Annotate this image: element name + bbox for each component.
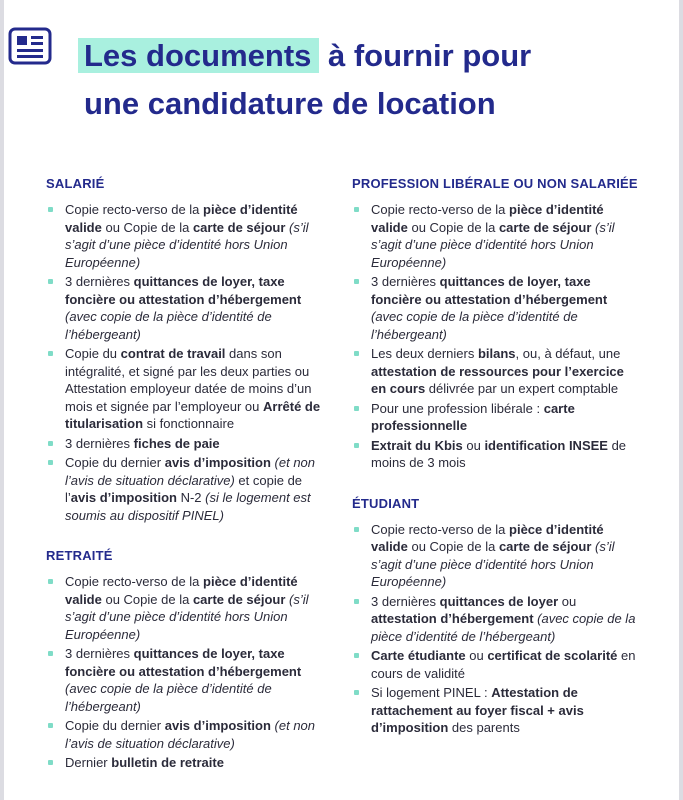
list-item [352,521,642,591]
section-heading-retraite: RETRAITÉ [46,548,113,563]
list-item [352,345,642,398]
bold-text: Attestation de rattachement au foyer fiscal + avis d’imposition [371,685,584,735]
text: ou Copie de la [407,219,499,235]
list-item [46,345,330,433]
bold-text: quittances de loyer [439,593,559,609]
bold-text: Arrêté de titularisation [65,398,321,431]
text: Les deux derniers [371,346,478,361]
bold-text: Extrait du Kbis [371,437,463,453]
bold-text: carte professionnelle [371,400,575,433]
list-item [352,201,642,271]
bold-text: pièce d’identité valide [371,521,604,554]
title-highlight: Les documents [78,38,319,73]
text: Copie recto-verso de la [65,202,204,217]
italic-note: (s’il s’agit d’une pièce d’identité hors Union Européenne) [65,219,309,270]
italic-note: (s’il s’agit d’une pièce d’identité hors Union Européenne) [371,539,615,589]
list-item [352,647,642,682]
liberale-list [352,201,642,472]
text: Copie recto-verso de la [65,574,204,589]
list-item [46,754,330,772]
document-icon [8,24,52,68]
left-column [46,176,330,774]
bold-text: pièce d’identité valide [65,574,298,607]
bold-text: attestation de ressources pour l’exercice en cours [371,363,624,396]
text: dans son intégralité, et signé par les deux parties ou Attestation employeur datée de moins d’un mois et signée par l’employeur ou [65,346,312,414]
text: ou Copie de la [101,219,193,235]
bold-text: quittances de loyer, taxe foncière ou attestation d’hébergement [65,274,302,307]
list-item [352,400,642,435]
right-column [352,176,642,739]
list-item [352,437,642,472]
italic-note: (si le logement est soumis au dispositif PINEL) [65,490,311,523]
salarie-list [46,201,330,524]
bold-text: identification INSEE [484,437,608,453]
text: 3 dernières [65,646,134,661]
section-heading-salarie: SALARIÉ [46,176,105,191]
italic-note: (avec copie de la pièce d’identité de l’hébergeant) [371,309,578,342]
bold-text: bilans [477,346,516,361]
right-page-edge [679,0,683,800]
list-item [46,454,330,524]
bold-text: avis d’imposition [164,455,271,470]
italic-note: (et non l’avis de situation déclarative) [65,455,316,488]
text: 3 dernières [65,435,134,451]
text: 3 dernières [65,274,134,289]
bold-text: bulletin de retraite [111,755,224,770]
title-line2: une candidature de location [84,86,496,121]
text: 3 dernières [371,274,440,289]
text: 3 dernières [371,593,440,609]
bold-text: quittances de loyer, taxe foncière ou attestation d’hébergement [371,274,608,307]
list-item [352,273,642,343]
list-item [46,573,330,643]
text: et copie de l’ [65,472,303,505]
italic-note: (avec copie de la pièce d’identité de l’hébergeant) [65,309,272,342]
page-title [84,32,531,128]
text: Copie du dernier [65,718,165,733]
bold-text: carte de séjour [498,219,592,235]
bold-text: carte de séjour [498,539,592,554]
bold-text: pièce d’identité valide [371,202,604,235]
list-item [46,201,330,271]
text: N-2 [176,490,206,505]
text: Si logement PINEL : [371,685,492,700]
bold-text: Carte étudiante [371,648,466,663]
italic-note: (s’il s’agit d’une pièce d’identité hors Union Européenne) [371,219,615,270]
bold-text: pièce d’identité valide [65,202,298,235]
etudiant-list [352,521,642,737]
retraite-list [46,573,330,772]
text: Dernier [65,755,112,770]
list-item [352,593,642,646]
italic-note: (s’il s’agit d’une pièce d’identité hors Union Européenne) [65,591,309,642]
bold-text: fiches de paie [133,435,220,451]
left-page-edge [0,0,4,800]
text: ou [558,593,577,609]
section-heading-etudiant: ÉTUDIANT [352,495,420,511]
text: ou [465,648,488,663]
text: Copie du [65,346,121,361]
list-item [352,684,642,737]
bold-text: contrat de travail [120,346,226,361]
bold-text: avis d’imposition [70,490,177,505]
list-item [46,273,330,343]
text: ou Copie de la [407,539,499,554]
text: Pour une profession libérale : [371,400,544,416]
italic-note: (et non l’avis de situation déclarative) [65,718,316,751]
text: ou [462,437,485,453]
text: des parents [448,720,520,735]
bold-text: quittances de loyer, taxe foncière ou attestation d’hébergement [65,646,302,679]
italic-note: (avec copie de la pièce d’identité de l’hébergeant) [65,681,272,714]
text: Copie recto-verso de la [371,202,510,217]
text: de moins de 3 mois [371,437,627,470]
list-item [46,435,330,453]
list-item [46,717,330,752]
bold-text: carte de séjour [192,219,286,235]
section-heading-liberale: PROFESSION LIBÉRALE OU NON SALARIÉE [352,176,638,191]
list-item [46,645,330,715]
italic-note: (avec copie de la pièce d’identité de l’hébergeant) [371,611,636,644]
text: Copie recto-verso de la [371,521,510,537]
text: Copie du dernier [65,455,165,470]
text: si fonctionnaire [143,416,235,431]
bold-text: avis d’imposition [164,718,271,733]
text: , ou, à défaut, une [515,346,621,361]
bold-text: attestation d’hébergement [371,611,534,626]
text: ou Copie de la [101,591,193,607]
bold-text: certificat de scolarité [487,648,618,663]
title-line1-rest: à fournir pour [319,38,532,73]
text: en cours de validité [371,648,636,681]
bold-text: carte de séjour [192,591,286,607]
text: délivrée par un expert comptable [425,381,619,396]
